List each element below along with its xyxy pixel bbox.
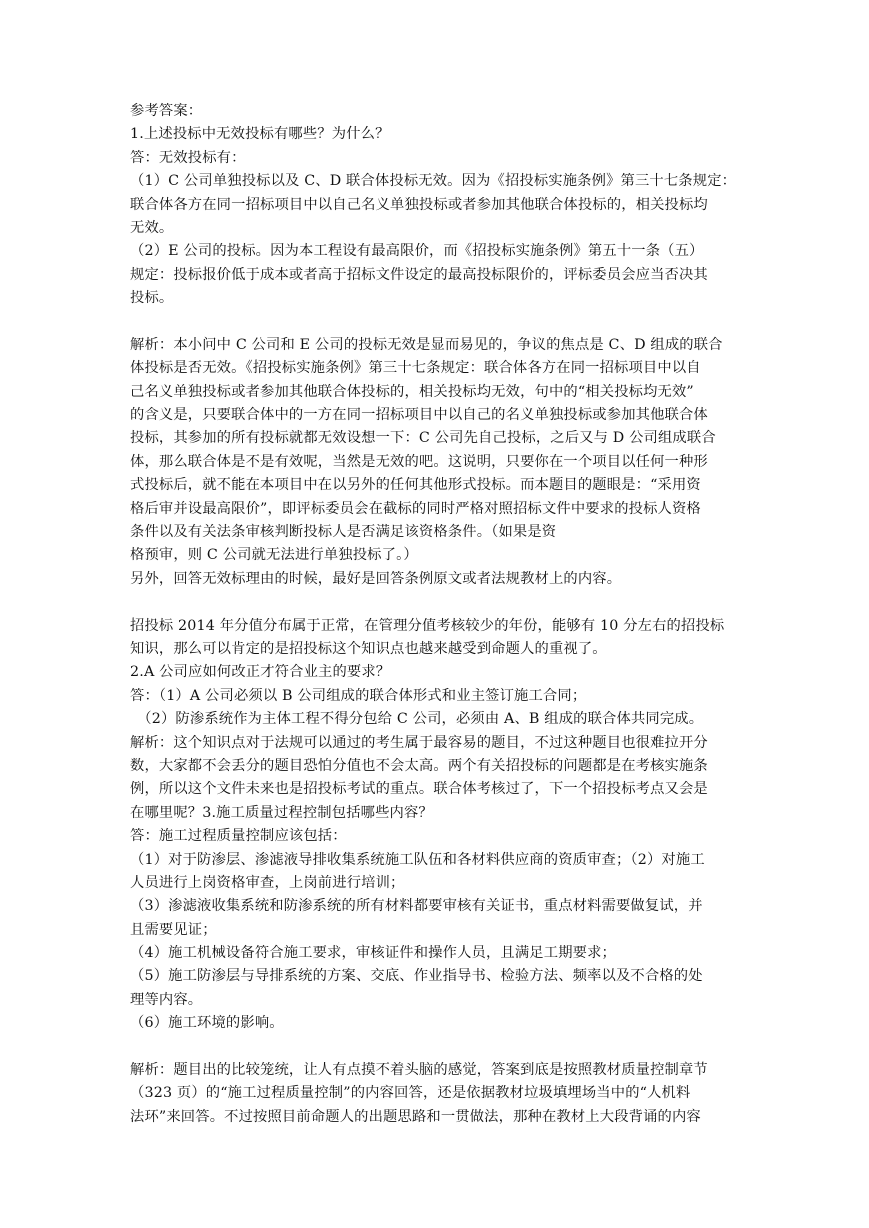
paragraph-gap — [130, 591, 740, 614]
text-line: 在哪里呢？3.施工质量过程控制包括哪些内容？ — [130, 804, 433, 821]
text-line: 体，那么联合体是不是有效呢，当然是无效的吧。这说明，只要你在一个项目以任何一种形 — [130, 453, 708, 470]
text-line: 且需要见证； — [130, 921, 217, 938]
text-line: 答：（1）A 公司必须以 B 公司组成的联合体形式和业主签订施工合同； — [130, 687, 587, 704]
text-line: 答：施工过程质量控制应该包括： — [130, 828, 347, 845]
text-line: 1.上述投标中无效投标有哪些？为什么？ — [130, 126, 390, 143]
text-line: 例，所以这个文件未来也是招投标考试的重点。联合体考核过了，下一个招投标考点又会是 — [130, 781, 708, 798]
text-line: 格后审并设最高限价”，即评标委员会在截标的同时严格对照招标文件中要求的投标人资格 — [130, 500, 701, 517]
text-line: 解析：本小问中 C 公司和 E 公司的投标无效是显而易见的，争议的焦点是 C、D 组成的联合 — [130, 336, 723, 353]
text-line: 解析：题目出的比较笼统，让人有点摸不着头脑的感觉，答案到底是按照教材质量控制章节 — [130, 1062, 708, 1079]
text-line: 参考答案： — [130, 103, 203, 119]
text-line: 投标，其参加的所有投标就都无效设想一下：C 公司先自己投标，之后又与 D 公司组成联合 — [130, 430, 716, 447]
text-line: 另外，回答无效标理由的时候，最好是回答条例原文或者法规教材上的内容。 — [130, 570, 622, 587]
text-line: 式投标后，就不能在本项目中在以另外的任何其他形式投标。而本题目的题眼是：“采用资 — [130, 477, 701, 494]
text-line: （3）渗滤液收集系统和防渗系统的所有材料都要审核有关证书，重点材料需要做复试，并 — [130, 898, 703, 915]
text-line: 格预审，则 C 公司就无法进行单独投标了。） — [130, 547, 418, 564]
text-line: （1）C 公司单独投标以及 C、D 联合体投标无效。因为《招投标实施条例》第三十七条规定： — [130, 173, 737, 190]
paragraph-gap — [130, 1036, 740, 1059]
document-page — [130, 100, 740, 1129]
text-line: 投标。 — [130, 290, 174, 307]
text-line: 招投标 2014 年分值分布属于正常，在管理分值考核较少的年份，能够有 10 分左右的招投标 — [130, 617, 725, 634]
text-line: 知识，那么可以肯定的是招投标这个知识点也越来越受到命题人的重视了。 — [130, 640, 607, 657]
text-line: （2）E 公司的投标。因为本工程设有最高限价，而《招投标实施条例》第五十一条（五） — [130, 243, 704, 260]
text-block — [130, 100, 740, 311]
paragraph-gap — [130, 311, 740, 334]
text-line: 解析：这个知识点对于法规可以通过的考生属于最容易的题目，不过这种题目也很难拉开分 — [130, 734, 708, 751]
text-block — [130, 334, 740, 591]
text-line: 联合体各方在同一招标项目中以自己名义单独投标或者参加其他联合体投标的，相关投标均 — [130, 196, 708, 213]
text-line: 条件以及有关法条审核判断投标人是否满足该资格条件。（如果是资 — [130, 524, 557, 541]
text-block — [130, 615, 740, 1036]
text-line: （2）防渗系统作为主体工程不得分包给 C 公司，必须由 A、B 组成的联合体共同完成。 — [130, 711, 704, 728]
text-line: 人员进行上岗资格审查，上岗前进行培训； — [130, 874, 405, 891]
text-line: （5）施工防渗层与导排系统的方案、交底、作业指导书、检验方法、频率以及不合格的处 — [130, 968, 703, 985]
text-line: 答：无效投标有： — [130, 149, 246, 166]
text-line: 数，大家都不会丢分的题目恐怕分值也不会太高。两个有关招投标的问题都是在考核实施条 — [130, 757, 708, 774]
text-line: 无效。 — [130, 219, 174, 236]
text-line: 法环”来回答。不过按照目前命题人的出题思路和一贯做法，那种在教材上大段背诵的内容 — [130, 1108, 701, 1125]
text-line: 2.A 公司应如何改正才符合业主的要求？ — [130, 664, 391, 681]
text-line: （6）施工环境的影响。 — [130, 1015, 284, 1032]
text-line: 理等内容。 — [130, 991, 203, 1008]
text-line: 的含义是，只要联合体中的一方在同一招标项目中以自己的名义单独投标或参加其他联合体 — [130, 407, 708, 424]
text-line: 规定：投标报价低于成本或者高于招标文件设定的最高投标限价的，评标委员会应当否决其 — [130, 266, 708, 283]
text-line: 己名义单独投标或者参加其他联合体投标的，相关投标均无效，句中的“相关投标均无效” — [130, 383, 694, 400]
text-line: （1）对于防渗层、渗滤液导排收集系统施工队伍和各材料供应商的资质审查；（2）对施工 — [130, 851, 705, 868]
text-line: 体投标是否无效。《招投标实施条例》第三十七条规定：联合体各方在同一招标项目中以自 — [130, 360, 701, 377]
text-block — [130, 1059, 740, 1129]
text-line: （4）施工机械设备符合施工要求，审核证件和操作人员，且满足工期要求； — [130, 945, 616, 962]
text-line: （323 页）的“施工过程质量控制”的内容回答，还是依据教材垃圾填埋场当中的“人机料 — [130, 1085, 691, 1102]
